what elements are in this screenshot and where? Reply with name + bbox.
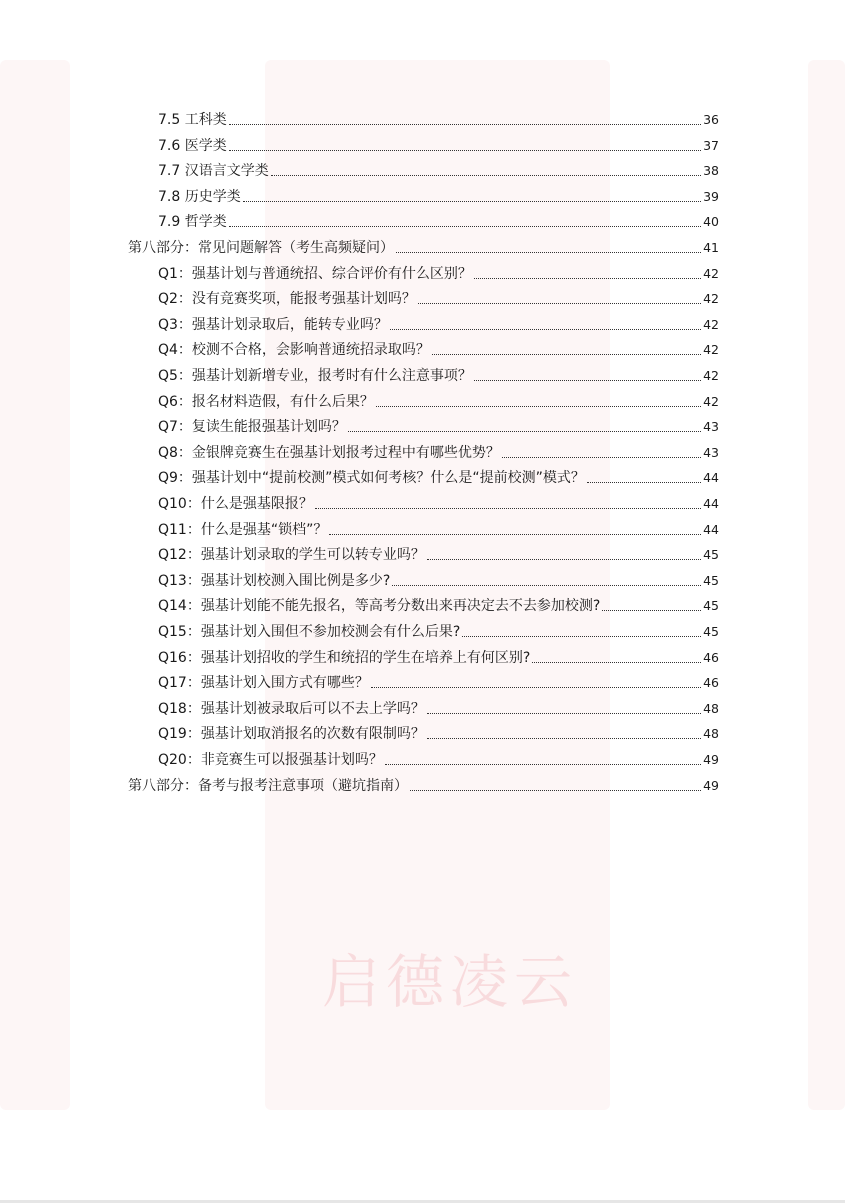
watermark-right-column — [808, 60, 845, 1110]
toc-page-number: 48 — [703, 726, 719, 741]
toc-dot-leader — [474, 277, 701, 279]
toc-page-number: 42 — [703, 291, 719, 306]
toc-entry-title: 7.7 汉语言文学类 — [158, 163, 269, 179]
toc-page-number: 46 — [703, 650, 719, 665]
toc-dot-leader — [502, 456, 701, 458]
toc-entry[interactable] — [158, 288, 719, 308]
toc-section-entry[interactable] — [128, 775, 719, 795]
toc-section-entry[interactable] — [128, 237, 719, 257]
toc-entry[interactable] — [158, 391, 719, 411]
toc-entry-title: Q5：强基计划新增专业，报考时有什么注意事项？ — [158, 368, 472, 384]
toc-entry-title: Q9：强基计划中“提前校测”模式如何考核？什么是“提前校测”模式？ — [158, 470, 585, 486]
toc-page-number: 45 — [703, 547, 719, 562]
toc-dot-leader — [271, 174, 701, 176]
toc-dot-leader — [329, 533, 701, 535]
toc-entry-title: 7.8 历史学类 — [158, 189, 241, 205]
toc-page-number: 44 — [703, 470, 719, 485]
toc-page-number: 43 — [703, 445, 719, 460]
toc-page-number: 44 — [703, 522, 719, 537]
toc-dot-leader — [532, 661, 701, 663]
toc-dot-leader — [602, 609, 701, 611]
toc-dot-leader — [427, 737, 701, 739]
watermark-left-column — [0, 60, 70, 1110]
toc-entry[interactable] — [158, 263, 719, 283]
toc-dot-leader — [229, 149, 701, 151]
toc-entry[interactable] — [158, 749, 719, 769]
toc-entry-title: Q13：强基计划校测入围比例是多少? — [158, 573, 391, 589]
toc-entry[interactable] — [158, 109, 719, 129]
toc-dot-leader — [432, 353, 701, 355]
toc-page-number: 45 — [703, 598, 719, 613]
toc-entry-title: Q2：没有竞赛奖项，能报考强基计划吗？ — [158, 291, 416, 307]
toc-page-number: 43 — [703, 419, 719, 434]
toc-entry[interactable] — [158, 672, 719, 692]
toc-entry-title: Q4：校测不合格，会影响普通统招录取吗？ — [158, 342, 430, 358]
toc-entry-title: Q14：强基计划能不能先报名，等高考分数出来再决定去不去参加校测? — [158, 598, 601, 614]
toc-entry-title: Q8：金银牌竞赛生在强基计划报考过程中有哪些优势？ — [158, 445, 500, 461]
toc-page-number: 42 — [703, 266, 719, 281]
toc-dot-leader — [315, 507, 701, 509]
toc-entry-title: Q19：强基计划取消报名的次数有限制吗？ — [158, 726, 425, 742]
toc-page-number: 42 — [703, 368, 719, 383]
toc-entry[interactable] — [158, 442, 719, 462]
toc-entry[interactable] — [158, 647, 719, 667]
toc-page-number: 42 — [703, 342, 719, 357]
toc-dot-leader — [418, 302, 701, 304]
toc-entry-title: Q17：强基计划入围方式有哪些？ — [158, 675, 369, 691]
toc-entry[interactable] — [158, 519, 719, 539]
toc-entry[interactable] — [158, 723, 719, 743]
toc-entry-title: Q20：非竞赛生可以报强基计划吗？ — [158, 752, 383, 768]
toc-page-number: 45 — [703, 624, 719, 639]
toc-dot-leader — [410, 789, 701, 791]
toc-dot-leader — [427, 712, 701, 714]
toc-entry[interactable] — [158, 595, 719, 615]
toc-dot-leader — [462, 635, 701, 637]
toc-entry[interactable] — [158, 314, 719, 334]
toc-entry[interactable] — [158, 698, 719, 718]
toc-entry[interactable] — [158, 135, 719, 155]
toc-page-number: 36 — [703, 112, 719, 127]
toc-page-number: 41 — [703, 240, 719, 255]
toc-page-number: 49 — [703, 752, 719, 767]
toc-dot-leader — [243, 200, 701, 202]
toc-entry[interactable] — [158, 467, 719, 487]
toc-entry-title: 第八部分：备考与报考注意事项（避坑指南） — [128, 778, 408, 794]
toc-page-number: 39 — [703, 189, 719, 204]
toc-page-number: 42 — [703, 394, 719, 409]
toc-dot-leader — [474, 379, 701, 381]
toc-entry[interactable] — [158, 493, 719, 513]
toc-entry-title: Q15：强基计划入围但不参加校测会有什么后果? — [158, 624, 461, 640]
toc-dot-leader — [427, 558, 701, 560]
toc-page-number: 45 — [703, 573, 719, 588]
toc-dot-leader — [371, 686, 701, 688]
watermark-logo-text: 启德凌云 — [321, 948, 578, 1016]
toc-entry-title: Q12：强基计划录取的学生可以转专业吗？ — [158, 547, 425, 563]
toc-entry-title: 7.5 工科类 — [158, 112, 227, 128]
toc-dot-leader — [348, 430, 701, 432]
toc-page-number: 46 — [703, 675, 719, 690]
toc-entry-title: Q1：强基计划与普通统招、综合评价有什么区别？ — [158, 266, 472, 282]
toc-entry[interactable] — [158, 365, 719, 385]
toc-entry[interactable] — [158, 160, 719, 180]
toc-entry[interactable] — [158, 621, 719, 641]
toc-dot-leader — [392, 584, 701, 586]
toc-dot-leader — [229, 123, 701, 125]
toc-dot-leader — [229, 225, 701, 227]
toc-dot-leader — [396, 251, 701, 253]
toc-entry-title: 7.6 医学类 — [158, 138, 227, 154]
toc-entry-title: Q18：强基计划被录取后可以不去上学吗？ — [158, 701, 425, 717]
toc-page-number: 40 — [703, 214, 719, 229]
toc-dot-leader — [385, 763, 701, 765]
toc-entry[interactable] — [158, 416, 719, 436]
toc-entry-title: Q16：强基计划招收的学生和统招的学生在培养上有何区别? — [158, 650, 531, 666]
toc-entry[interactable] — [158, 211, 719, 231]
toc-entry[interactable] — [158, 186, 719, 206]
toc-entry[interactable] — [158, 544, 719, 564]
toc-dot-leader — [390, 328, 701, 330]
toc-entry[interactable] — [158, 339, 719, 359]
toc-page-number: 38 — [703, 163, 719, 178]
toc-dot-leader — [587, 481, 701, 483]
toc-entry-title: Q3：强基计划录取后，能转专业吗？ — [158, 317, 388, 333]
toc-page-number: 42 — [703, 317, 719, 332]
toc-dot-leader — [376, 405, 701, 407]
toc-entry-title: Q11：什么是强基“锁档”？ — [158, 522, 328, 538]
toc-page-number: 49 — [703, 778, 719, 793]
toc-entry[interactable] — [158, 570, 719, 590]
toc-page-number: 48 — [703, 701, 719, 716]
toc-entry-title: Q10：什么是强基限报？ — [158, 496, 313, 512]
toc-page-number: 44 — [703, 496, 719, 511]
toc-entry-title: 7.9 哲学类 — [158, 214, 227, 230]
toc-entry-title: 第八部分：常见问题解答（考生高频疑问） — [128, 240, 394, 256]
toc-entry-title: Q6：报名材料造假，有什么后果？ — [158, 394, 374, 410]
toc-entry-title: Q7：复读生能报强基计划吗？ — [158, 419, 346, 435]
toc-page-number: 37 — [703, 138, 719, 153]
